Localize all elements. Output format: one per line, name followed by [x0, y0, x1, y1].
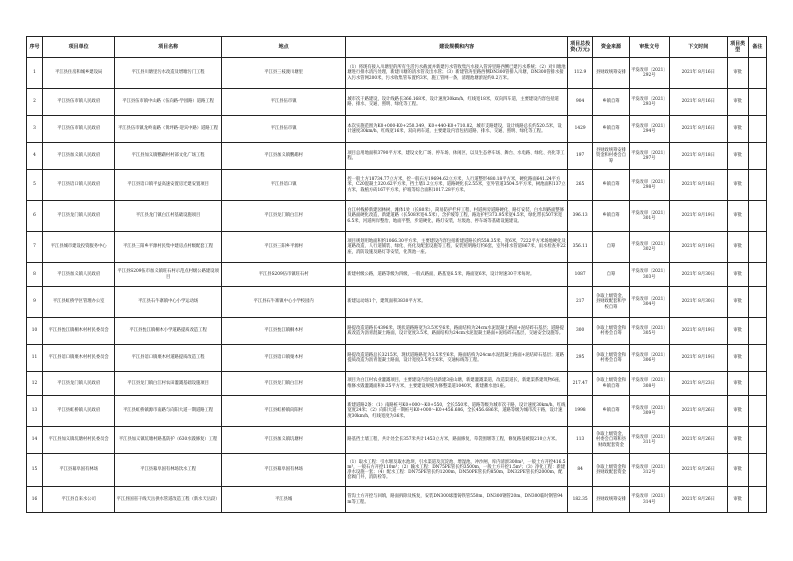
approval-doc-number-cell: 平发改审〔2021〕311号	[629, 427, 669, 454]
approval-doc-number-cell: 平发改审〔2021〕301号	[629, 201, 669, 232]
construction-content-cell: 路提改造道路总长3215米，现状道路路宽为3.5米至6米，路面结构为24cm水泥混凝土路面+泥结碎石基层；道路提质改造为沥青混凝土路面，设计宽度3.5米至6米，交通标线等工程。	[346, 345, 567, 372]
project-type-cell: 审批	[727, 487, 748, 513]
header-cell: 备注	[748, 37, 766, 58]
project-type-cell: 审批	[727, 116, 748, 143]
table-row	[27, 454, 767, 487]
header-cell: 下文时间	[670, 37, 727, 58]
header-cell: 序号	[27, 37, 43, 58]
construction-content-cell: 项目规划用地面积约1066.30平方米，主要建设内容包括新建道路长约558.35米，宽6米，7222平方米场地硬化及道路改造、人行道铺装、绿化、亮化及配套设施等工程，安装照明路灯约6套，室外排水管道867米，雨水检查井22座，消防设施及路灯等安装，化粪池一座。	[346, 232, 567, 263]
issue-date-cell: 2021年 8月19日	[670, 318, 727, 345]
project-unit-cell: 平江县虹桥学区管理办公室	[42, 287, 114, 318]
remarks-cell	[748, 232, 766, 263]
project-type-cell: 审批	[727, 232, 748, 263]
approval-doc-number-cell: 平发改审〔2021〕293号	[629, 89, 669, 116]
fund-source-cell: 乡镇自筹	[593, 170, 629, 201]
construction-content-cell: 城市次干路建设，设计线路长366.168米，设计速度30km/h，红线宽18米，双向四车道，主要建设内容包括道路、排水、交通、照明、绿化等工程。	[346, 89, 567, 116]
approval-doc-number-cell: 平发改审〔2021〕297号	[629, 143, 669, 170]
issue-date-cell: 2021年 8月26日	[670, 487, 727, 513]
construction-content-cell: 新建村级公路，道路等级为四级，一般式路面，路基宽6.5米，路面宽6米，设计时速30千米每时。	[346, 263, 567, 287]
table-row	[27, 396, 767, 427]
project-name-cell: 平江县幕阜国有林场饮水工程	[115, 454, 221, 487]
remarks-cell	[748, 116, 766, 143]
row-number-cell: 3	[27, 116, 43, 143]
row-number-cell: 2	[27, 89, 43, 116]
total-investment-cell: 113	[567, 427, 593, 454]
fund-source-cell: 乡镇自筹	[593, 116, 629, 143]
issue-date-cell: 2021年 8月19日	[670, 201, 727, 232]
approval-doc-number-cell: 平发改审〔2021〕314号	[629, 487, 669, 513]
header-cell: 资金来源	[593, 37, 629, 58]
table-row	[27, 287, 767, 318]
project-unit-cell: 平江县龙门镇人民政府	[42, 201, 114, 232]
total-investment-cell: 1087	[567, 263, 593, 287]
total-investment-cell: 1998	[567, 396, 593, 427]
row-number-cell: 8	[27, 263, 43, 287]
project-unit-cell: 平江县伍市镇人民政府	[42, 116, 114, 143]
table-row	[27, 318, 767, 345]
header-cell: 审批文号	[629, 37, 669, 58]
header-cell: 项目名称	[115, 37, 221, 58]
total-investment-cell: 112.9	[567, 58, 593, 89]
approval-doc-number-cell: 平发改审〔2021〕298号	[629, 170, 669, 201]
construction-content-cell: 控一般土方18734.77立方米，挖一般石方19694.62立方米，人行道整形480.18平方米，硬化路面641.24平方米，C20混凝土320.62平方米，挡土墙1.2立方米，道路硬化长2.55米，室外管道3504.5平方米，树池面积137立方米，栽植方砖167平方米，护坡等综合面积1017.28平方米。	[346, 170, 567, 201]
project-location-cell: 平江县谙口镇栗木村	[221, 345, 346, 372]
table-row	[27, 232, 767, 263]
project-unit-cell: 平江县谙口镇人民政府	[42, 170, 114, 201]
project-location-cell: 平江县虹桥镇向阳村	[221, 396, 346, 427]
project-name-cell: 平江县川塘里污水改造及增塘污门工程	[115, 58, 221, 89]
approval-doc-number-cell: 平发改审〔2021〕302号	[629, 232, 669, 263]
remarks-cell	[748, 372, 766, 396]
project-name-cell: 平江县加义镇坑塘村路基防护（630水毁修复）工程	[115, 427, 221, 454]
fund-source-cell: 自筹	[593, 263, 629, 287]
project-type-cell: 审批	[727, 427, 748, 454]
approval-doc-number-cell: 平发改审〔2021〕309号	[629, 396, 669, 427]
project-location-cell: 平江县伍市镇	[221, 89, 346, 116]
fund-source-cell: 争取上级资金和乡镇自筹	[593, 372, 629, 396]
header-row	[27, 37, 767, 58]
approval-doc-number-cell: 平发改审〔2021〕304号	[629, 287, 669, 318]
project-name-cell: 平江县石牛寨镇中心小学运动场	[115, 287, 221, 318]
project-location-cell: 平江县石牛寨镇中心小学校园内	[221, 287, 346, 318]
table-row	[27, 345, 767, 372]
project-type-cell: 审批	[727, 201, 748, 232]
project-location-cell: 平江县幕阜国有林场	[221, 454, 346, 487]
table-row	[27, 263, 767, 287]
table-row	[27, 372, 767, 396]
remarks-cell	[748, 396, 766, 427]
table-row	[27, 170, 767, 201]
project-name-cell: 平江县谙口镇平益高速安置房迁建安置项目	[115, 170, 221, 201]
construction-content-cell: 本次实施范围为K0+000-K0+250.349、K0+440-K0+710.82，城市支路建设，设计线路总长约520.5米，设计速度30km/h，红线宽16米，双向两车道，主要建设内容包括道路、排水、交通、照明、绿化等工程。	[346, 116, 567, 143]
construction-content-cell: 新建运动场1个，建筑面积3830平方米。	[346, 287, 567, 318]
project-name-cell: 平江县瓮江镇桐木小学道路提质改造工程	[115, 318, 221, 345]
table-row	[27, 487, 767, 513]
remarks-cell	[748, 143, 766, 170]
total-investment-cell: 396.13	[567, 201, 593, 232]
total-investment-cell: 84	[567, 454, 593, 487]
project-type-cell: 审批	[727, 318, 748, 345]
issue-date-cell: 2021年 8月16日	[670, 116, 727, 143]
project-unit-cell: 平江县幕阜国有林场	[42, 454, 114, 487]
project-name-cell: 平江县国省干线天岳供水管道改造工程（新水天岳段）	[115, 487, 221, 513]
project-unit-cell: 平江县住房和城乡建设局	[42, 58, 114, 89]
row-number-cell: 12	[27, 372, 43, 396]
construction-content-cell: 新建道路2条：（1）南路桩号K0+000～K0+550，全长550米，道路等级为城市次干路，设计速度30km/h，红线宽度24米；（2）向阳大道一期桩号K0+000～K0+456.686，全长456.686米，道路等级为城市次干路，设计速度30km/h，红线宽度为36米。	[346, 396, 567, 427]
remarks-cell	[748, 170, 766, 201]
project-name-cell: 平江县虹桥镇源市南路与向阳大道一期道路工程	[115, 396, 221, 427]
issue-date-cell: 2021年 8月18日	[670, 170, 727, 201]
total-investment-cell: 904	[567, 89, 593, 116]
project-type-cell: 审批	[727, 287, 748, 318]
construction-content-cell: 项目为白江村农业灌溉项目，主要建设内容包括新建3座山塘，新建灌溉渠道，改造渠道长，新建渠系建筑物6座，维修水毁灌溉面积0.25平方米，主要建设规模为修整渠道1040米，新建蓄水池1座。	[346, 372, 567, 396]
project-location-cell: 平江县龙门镇白江村	[221, 372, 346, 396]
fund-source-cell: 自筹	[593, 232, 629, 263]
project-type-cell: 审批	[727, 143, 748, 170]
project-type-cell: 审批	[727, 396, 748, 427]
header-cell: 地点	[221, 37, 346, 58]
header-cell: 项目单位	[42, 37, 114, 58]
project-unit-cell: 平江县谙口镇栗木村村民委员会	[42, 345, 114, 372]
fund-source-cell: 争取上级资金、县财政配套和学校自筹	[593, 287, 629, 318]
issue-date-cell: 2021年 8月30日	[670, 287, 727, 318]
construction-content-cell: 白江村栈桥新建园林树，滩体1处（长80米），简易防护栏杆工程、村道两旁道路硬化、路灯安装、白水坝路面整修及路面硬化改造，新建道路（长508米宽4.5米），含护坡等工程，路边护栏373.95米宽4.5米，绿化带长507米宽6.5米，河道两岸整治，地面平整，步道硬化，路灯安装，垃圾池、停车场等基础设施建设。	[346, 201, 567, 232]
project-name-cell: 平江县谙口镇栗木村道路提质改造工程	[115, 345, 221, 372]
project-name-cell: 平江县加义镇鹦鹉村村部文化广场工程	[115, 143, 221, 170]
remarks-cell	[748, 58, 766, 89]
row-number-cell: 14	[27, 427, 43, 454]
project-name-cell: 平江县伍市镇龙岭南路（黄坪路-迎宾中路）道路工程	[115, 116, 221, 143]
remarks-cell	[748, 345, 766, 372]
project-location-cell: 平江县龙门镇白江村	[221, 201, 346, 232]
project-location-cell: 平江县谙口镇	[221, 170, 346, 201]
construction-content-cell: 项目总用地面积3790平方米，建设文化广场、停车场、休闲区，以及生态停车场、舞台、水电路、绿化、亮化等工程。	[346, 143, 567, 170]
project-location-cell: 平江县加义镇坑塘村	[221, 427, 346, 454]
fund-source-cell: 争取上级资金和村委会自筹	[593, 318, 629, 345]
project-location-cell: 平江县城	[221, 487, 346, 513]
project-type-cell: 审批	[727, 58, 748, 89]
issue-date-cell: 2021年 8月30日	[670, 263, 727, 287]
project-location-cell: 平江县伍市镇	[221, 116, 346, 143]
project-approval-table	[26, 36, 767, 513]
approval-doc-number-cell: 平发改审〔2021〕303号	[629, 263, 669, 287]
fund-source-cell: 乡镇自筹	[593, 89, 629, 116]
total-investment-cell: 1429	[567, 116, 593, 143]
construction-content-cell: 路基挡土墙工程，共计处全长357米共计1453立方米，路面修复、草袋围堰等工程，修复路基被毁210立方米。	[346, 427, 567, 454]
table-row	[27, 201, 767, 232]
project-name-cell: 平江县伍市镇中山路（伍向路-学园路）道路工程	[115, 89, 221, 116]
project-unit-cell: 平江县虹桥镇人民政府	[42, 396, 114, 427]
fund-source-cell: 县财政统筹安排	[593, 487, 629, 513]
project-location-cell: 平江县加义镇鹦鹉村	[221, 143, 346, 170]
issue-date-cell: 2021年 8月16日	[670, 89, 727, 116]
fund-source-cell: 争取上级资金、村委会自筹和县财政配套资金	[593, 427, 629, 454]
row-number-cell: 10	[27, 318, 43, 345]
row-number-cell: 16	[27, 487, 43, 513]
issue-date-cell: 2021年 8月26日	[670, 396, 727, 427]
fund-source-cell: 县财政统筹安排资金和村委会自筹	[593, 143, 629, 170]
construction-content-cell: （1）取水工程：引水堰及取水池坝，引水渠道及沉淀池、增湿池、冲沙闸，库内清淤300m³，一般土方开挖416.5m³，一般石方开挖110m³；（2）输水工程：DN75PE管长约3500m，一般土方开挖1.5m³；（3）净化工程：新建净水设施一套；（4）配水工程：DN75PE管长约1200m，DN50PE管长约850m，DN32PE管长约2000m，配套阀门井，消防栓等。	[346, 454, 567, 487]
row-number-cell: 7	[27, 232, 43, 263]
row-number-cell: 6	[27, 201, 43, 232]
fund-source-cell: 县财政统筹安排	[593, 58, 629, 89]
header-cell: 项目总投资(万元)	[567, 37, 593, 58]
total-investment-cell: 217	[567, 287, 593, 318]
remarks-cell	[748, 201, 766, 232]
remarks-cell	[748, 487, 766, 513]
table-row	[27, 427, 767, 454]
row-number-cell: 15	[27, 454, 43, 487]
project-type-cell: 审批	[727, 170, 748, 201]
remarks-cell	[748, 287, 766, 318]
approval-doc-number-cell: 平发改审〔2021〕292号	[629, 58, 669, 89]
fund-source-cell: 乡镇自筹	[593, 201, 629, 232]
project-unit-cell: 平江县伍市镇人民政府	[42, 89, 114, 116]
project-unit-cell: 平江县加义镇坑塘村村民委员会	[42, 427, 114, 454]
table-body	[27, 58, 767, 513]
row-number-cell: 13	[27, 396, 43, 427]
total-investment-cell: 182.35	[567, 487, 593, 513]
project-unit-cell: 平江县加义镇人民政府	[42, 143, 114, 170]
remarks-cell	[748, 318, 766, 345]
approval-doc-number-cell: 平发改审〔2021〕305号	[629, 318, 669, 345]
row-number-cell: 9	[27, 287, 43, 318]
project-unit-cell: 平江县自来水公司	[42, 487, 114, 513]
table-row	[27, 89, 767, 116]
construction-content-cell: （1）将现有接入川塘里的所有生活污水截流并新建污水管收集污水接入管涛里路西侧已建污水系统；（2）对川塘池塘进行排水清污处理，新建川塘的清水管及出水管；（3）新建管涛里路西侧DN300管排入川塘，DN300管排水接入污水管网200米，污水收集管布置约3米，施工管网一条，清理池塘淤泥约0.2万米。	[346, 58, 567, 89]
project-type-cell: 审批	[727, 263, 748, 287]
total-investment-cell: 356.11	[567, 232, 593, 263]
project-name-cell: 平江县S209伍市加义镇旺石村示范点村级公路建设项目	[115, 263, 221, 287]
issue-date-cell: 2021年 8月26日	[670, 427, 727, 454]
remarks-cell	[748, 427, 766, 454]
fund-source-cell: 争取上级资金和县财政配套资金	[593, 454, 629, 487]
header-cell: 建设规模和内容	[346, 37, 567, 58]
project-location-cell: 平江县瓮江镇桐木村	[221, 318, 346, 345]
project-location-cell: 平江县S209伍市镇旺石村	[221, 263, 346, 287]
remarks-cell	[748, 454, 766, 487]
approval-doc-number-cell: 平发改审〔2021〕306号	[629, 345, 669, 372]
project-unit-cell: 平江县城市建设投资服务中心	[42, 232, 114, 263]
header-cell: 项目类型	[727, 37, 748, 58]
approval-doc-number-cell: 平发改审〔2021〕294号	[629, 116, 669, 143]
project-name-cell: 平江县三阳乡平源村民集中建房点村级配套工程	[115, 232, 221, 263]
total-investment-cell: 265	[567, 170, 593, 201]
issue-date-cell: 2021年 8月18日	[670, 143, 727, 170]
issue-date-cell: 2021年 8月26日	[670, 454, 727, 487]
approval-doc-number-cell: 平发改审〔2021〕308号	[629, 372, 669, 396]
project-name-cell: 平江县龙门镇白江村农田灌溉基础设施项目	[115, 372, 221, 396]
row-number-cell: 5	[27, 170, 43, 201]
issue-date-cell: 2021年 8月16日	[670, 58, 727, 89]
table-row	[27, 116, 767, 143]
project-location-cell: 平江县三阳乡平源村	[221, 232, 346, 263]
construction-content-cell: 路提改造道路长4396米，现状道路路宽为3.5米至6米，路面结构为24cm水泥混凝土路面+泥结碎石基层；道路提质改造为沥青混凝土路面，设计宽度3.5米，路面结构为24cm水泥混凝土路面+泥结碎石基层，交通安全设施等。	[346, 318, 567, 345]
table-row	[27, 143, 767, 170]
project-unit-cell: 平江县龙门镇人民政府	[42, 372, 114, 396]
row-number-cell: 4	[27, 143, 43, 170]
issue-date-cell: 2021年 8月19日	[670, 232, 727, 263]
construction-content-cell: 管沟土方开挖与回填，路面拆除及恢复，安装DN300球墨铸铁管550m，DN300钢管20m，DN300临时钢管94m等工程。	[346, 487, 567, 513]
total-investment-cell: 295	[567, 345, 593, 372]
table-row	[27, 58, 767, 89]
project-type-cell: 审批	[727, 372, 748, 396]
project-unit-cell: 平江县加义镇人民政府	[42, 263, 114, 287]
total-investment-cell: 197	[567, 143, 593, 170]
row-number-cell: 11	[27, 345, 43, 372]
total-investment-cell: 300	[567, 318, 593, 345]
project-type-cell: 审批	[727, 345, 748, 372]
project-location-cell: 平江县三枝渡川塘里	[221, 58, 346, 89]
remarks-cell	[748, 89, 766, 116]
project-type-cell: 审批	[727, 454, 748, 487]
project-type-cell: 审批	[727, 89, 748, 116]
issue-date-cell: 2021年 8月23日	[670, 372, 727, 396]
remarks-cell	[748, 263, 766, 287]
project-name-cell: 平江县龙门镇白江村基础设施项目	[115, 201, 221, 232]
row-number-cell: 1	[27, 58, 43, 89]
fund-source-cell: 乡镇自筹	[593, 396, 629, 427]
total-investment-cell: 217.47	[567, 372, 593, 396]
approval-table-sheet	[26, 36, 767, 513]
approval-doc-number-cell: 平发改审〔2021〕312号	[629, 454, 669, 487]
project-unit-cell: 平江县瓮江镇桐木村村民委员会	[42, 318, 114, 345]
fund-source-cell: 争取上级资金和村委会自筹	[593, 345, 629, 372]
issue-date-cell: 2021年 8月19日	[670, 345, 727, 372]
